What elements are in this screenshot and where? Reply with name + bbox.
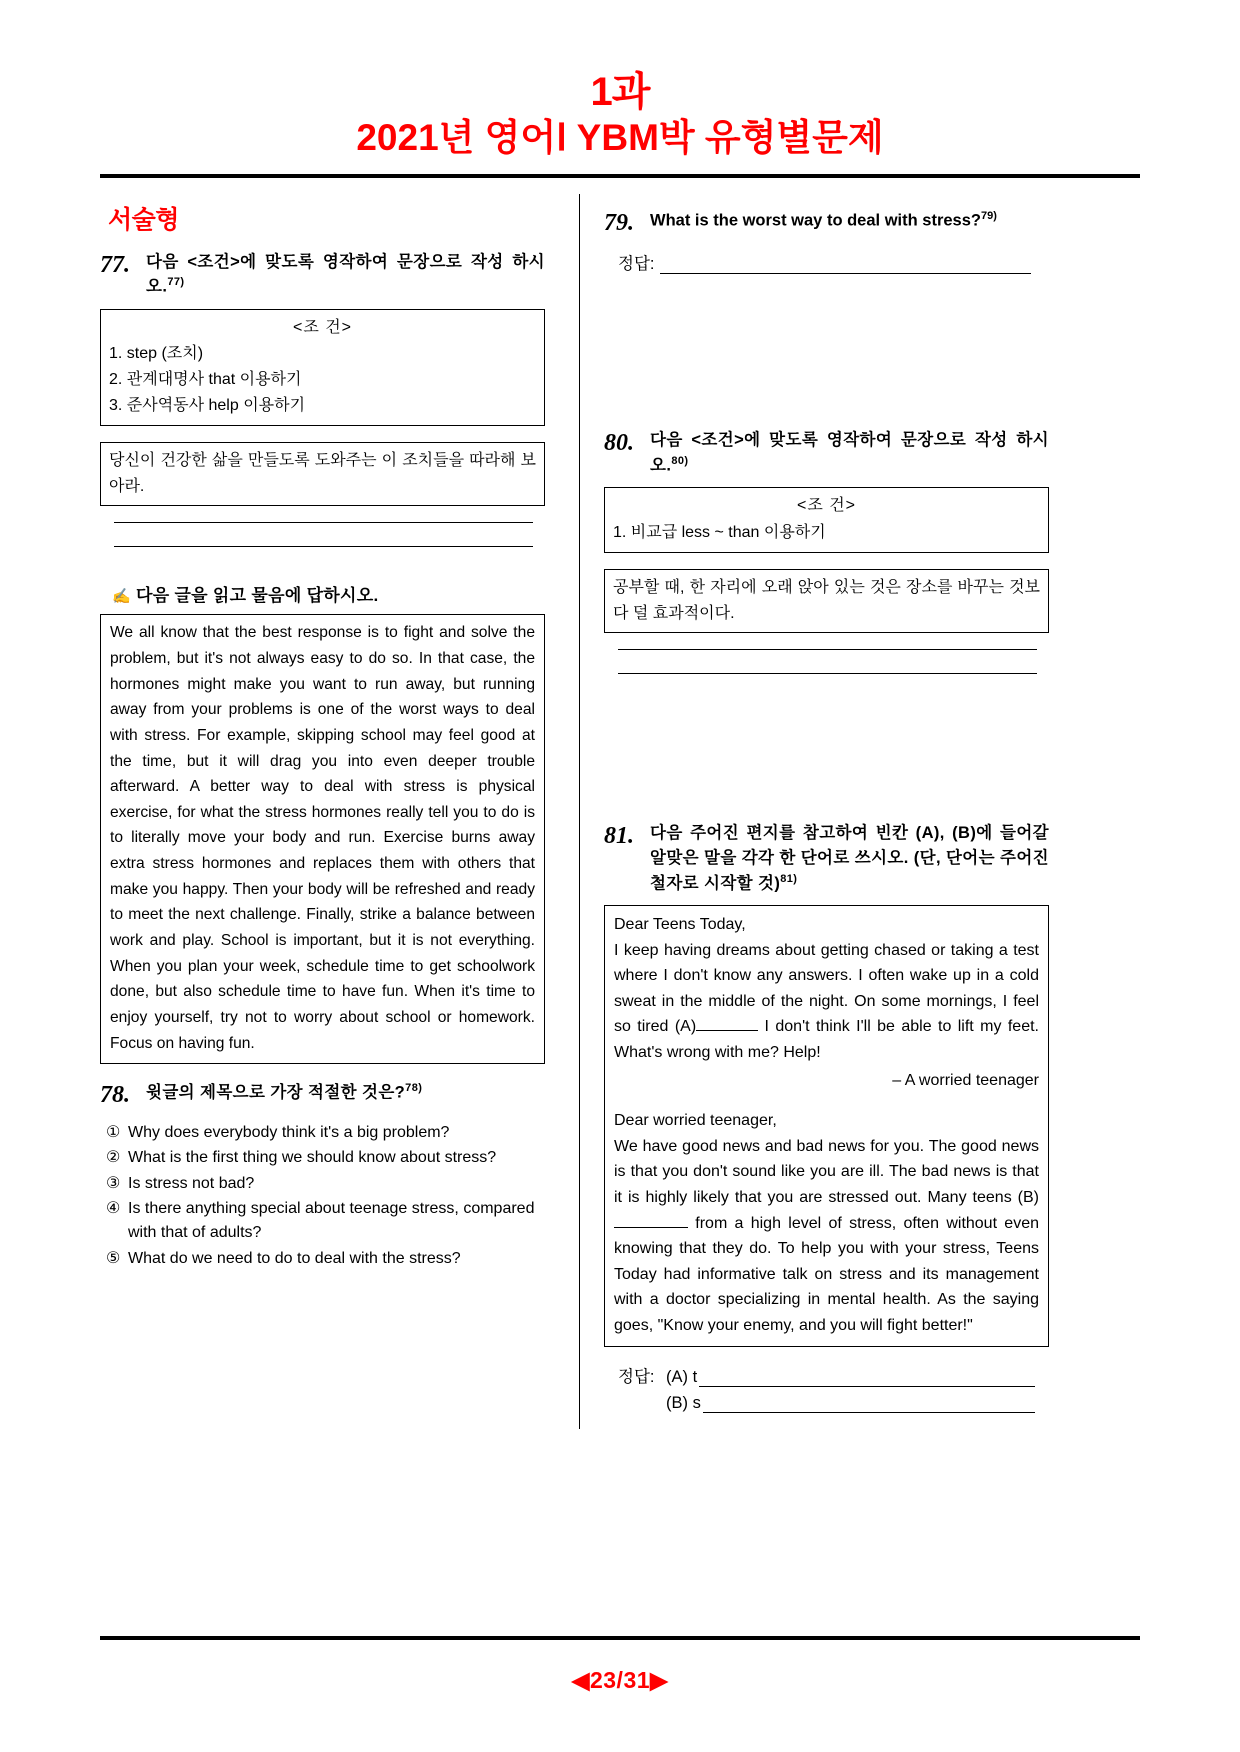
question-77-prompt-text: 다음 <조건>에 맞도록 영작하여 문장으로 작성 하시오.	[146, 252, 545, 296]
letter-body-1-part1: I keep having dreams about getting chased or taking a test where I don't know any answers. I often wake up in a cold sweat in the middle of the night. On some mornings, I feel so tired (A)	[614, 941, 1039, 1036]
question-79-footnote: 79)	[980, 209, 997, 222]
answer-label-81: 정답:	[618, 1367, 655, 1386]
choice-text: Is stress not bad?	[128, 1174, 255, 1192]
question-78-prompt	[146, 1080, 545, 1111]
question-77-answer-lines	[100, 522, 545, 547]
question-80-condition-box	[604, 487, 1049, 553]
reading-instruction	[112, 581, 545, 606]
question-77-condition-box	[100, 309, 545, 427]
question-81-answer-rows	[604, 1363, 1049, 1413]
condition-item-80-1: 1. 비교급 less ~ than 이용하기	[613, 524, 826, 542]
reading-instruction-text: 다음 글을 읽고 물음에 답하시오.	[135, 586, 379, 606]
condition-item-77-1: 1. step (조치)	[109, 345, 204, 363]
answer-write-line[interactable]	[699, 1370, 1035, 1387]
question-80-prompt	[650, 428, 1049, 478]
question-81-letter-box	[604, 905, 1049, 1347]
letter-salutation-1: Dear Teens Today,	[614, 916, 746, 934]
content-columns	[100, 194, 1140, 1429]
page-indicator: ◀23/31▶	[571, 1667, 669, 1693]
choice-marker: ③	[106, 1174, 121, 1192]
letter-body-1	[614, 938, 1039, 1066]
question-78-choices	[106, 1121, 545, 1271]
blank-a[interactable]	[696, 1030, 758, 1031]
condition-item-77-3: 3. 준사역동사 help 이용하기	[109, 397, 306, 415]
answer-write-line[interactable]	[114, 546, 533, 547]
question-78	[100, 1080, 545, 1111]
choice-item[interactable]	[106, 1247, 545, 1271]
header-divider-rule	[100, 174, 1140, 178]
question-79-prompt	[650, 208, 1049, 239]
question-79-prompt-text: What is the worst way to deal with stress?	[650, 211, 981, 230]
choice-text: Is there anything special about teenage stress, compared with that of adults?	[128, 1199, 535, 1242]
question-77-footnote: 77)	[167, 276, 185, 289]
letter-salutation-2: Dear worried teenager,	[614, 1112, 777, 1130]
column-divider	[579, 194, 580, 1429]
question-77	[100, 250, 545, 300]
answer-a-tag: (A) t	[666, 1367, 698, 1386]
choice-marker: ①	[106, 1123, 121, 1141]
question-80-number: 80.	[604, 430, 634, 457]
left-column	[100, 194, 555, 1429]
page-header	[100, 0, 1140, 160]
answer-write-line[interactable]	[618, 673, 1037, 674]
choice-item[interactable]	[106, 1197, 545, 1246]
spacer	[604, 697, 1049, 817]
question-80-korean-sentence: 공부할 때, 한 자리에 오래 앉아 있는 것은 장소를 바꾸는 것보다 덜 효과적이다.	[604, 569, 1049, 633]
section-label-descriptive: 서술형	[108, 205, 179, 234]
pen-icon: ✍	[112, 588, 131, 606]
choice-item[interactable]	[106, 1121, 545, 1145]
question-77-prompt	[146, 250, 545, 300]
letter-spacer	[614, 1093, 1039, 1108]
answer-write-line[interactable]	[618, 649, 1037, 650]
question-81-footnote: 81)	[780, 872, 798, 885]
question-81-prompt-text: 다음 주어진 편지를 참고하여 빈칸 (A), (B)에 들어갈 알맞은 말을 각각 한 단어로 쓰시오. (단, 단어는 주어진 철자로 시작할 것)	[650, 824, 1049, 893]
condition-title-80: <조 건>	[796, 497, 857, 515]
question-80-footnote: 80)	[671, 455, 689, 468]
answer-row-b	[618, 1394, 1049, 1413]
answer-b-tag: (B) s	[666, 1393, 701, 1412]
question-79-number: 79.	[604, 209, 634, 236]
right-column	[604, 194, 1049, 1429]
choice-marker: ②	[106, 1149, 121, 1167]
blank-b[interactable]	[614, 1227, 688, 1228]
choice-text: What do we need to do to deal with the stress?	[128, 1249, 461, 1267]
letter-body-2-part2: from a high level of stress, often without even knowing that they do. To help you with your stress, Teens Today had informative talk on stress and its management with a doctor specializing in mental health. As the saying goes, "Know your enemy, and you will fight better!"	[614, 1214, 1039, 1334]
letter-body-2	[614, 1134, 1039, 1339]
question-79-answer-row	[604, 250, 1049, 274]
question-80-prompt-text: 다음 <조건>에 맞도록 영작하여 문장으로 작성 하시오.	[650, 431, 1049, 475]
answer-label-79: 정답:	[618, 255, 655, 274]
choice-marker: ④	[106, 1199, 121, 1217]
answer-write-line[interactable]	[703, 1396, 1035, 1413]
question-77-number: 77.	[100, 251, 130, 278]
question-80	[604, 428, 1049, 478]
question-77-korean-sentence: 당신이 건강한 삶을 만들도록 도와주는 이 조치들을 따라해 보아라.	[100, 442, 545, 506]
choice-text: What is the first thing we should know about stress?	[128, 1149, 497, 1167]
answer-write-line[interactable]	[660, 257, 1031, 274]
spacer	[604, 274, 1049, 424]
answer-write-line[interactable]	[114, 522, 533, 523]
question-78-number: 78.	[100, 1082, 130, 1109]
question-81-prompt	[650, 821, 1049, 896]
answer-row-a	[618, 1363, 1049, 1387]
lesson-title: 1과	[590, 70, 650, 114]
question-78-footnote: 78)	[405, 1082, 423, 1095]
choice-item[interactable]	[106, 1172, 545, 1196]
question-80-answer-lines	[604, 649, 1049, 674]
question-79	[604, 208, 1049, 239]
choice-marker: ⑤	[106, 1249, 121, 1267]
condition-title-77: <조 건>	[292, 318, 353, 336]
question-81-number: 81.	[604, 823, 634, 850]
letter-body-1-part2: I don't think I'll be able to lift my feet. What's wrong with me? Help!	[614, 1018, 1039, 1061]
footer-divider-rule	[100, 1636, 1140, 1640]
letter-signature-1: – A worried teenager	[892, 1071, 1039, 1089]
question-78-prompt-text: 윗글의 제목으로 가장 적절한 것은?	[146, 1083, 406, 1102]
condition-item-77-2: 2. 관계대명사 that 이용하기	[109, 371, 302, 389]
question-81	[604, 821, 1049, 896]
subject-title: 2021년 영어Ⅰ YBM박 유형별문제	[356, 117, 884, 158]
choice-item[interactable]	[106, 1146, 545, 1170]
reading-passage: We all know that the best response is to fight and solve the problem, but it's not always easy to do so. In that case, the hormones might make you want to run away, but running away from your problems is one of the worst ways to deal with stress. For example, skipping school may feel good at the time, but it will drag you into even deeper trouble afterward. A better way to deal with stress is physical exercise, for what the stress hormones really tell you to do is to literally move your body and run. Exercise burns away extra stress hormones and replaces them with others that make you happy. Then your body will be refreshed and ready to meet the next challenge. Finally, strike a balance between work and play. School is important, but it is not everything. When you plan your week, schedule time to get schoolwork done, but also schedule time to have fun. When it's time to enjoy yourself, try not to worry about school or homework. Focus on having fun.	[100, 614, 545, 1064]
letter-body-2-part1: We have good news and bad news for you. The good news is that you don't sound like you are ill. The bad news is that it is highly likely that you are stressed out. Many teens (B)	[614, 1137, 1039, 1206]
choice-text: Why does everybody think it's a big problem?	[128, 1123, 450, 1141]
